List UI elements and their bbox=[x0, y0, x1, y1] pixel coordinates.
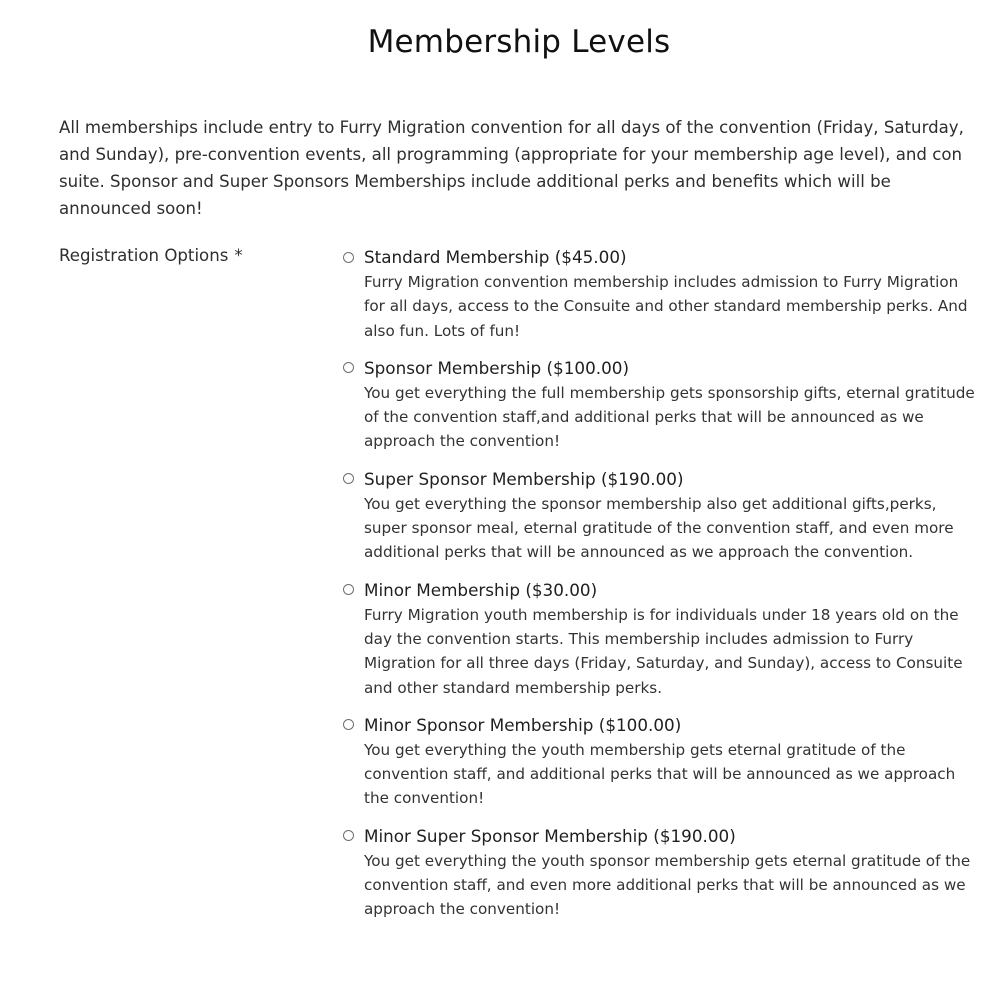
option-description: Furry Migration convention membership includes admission to Furry Migration for all days, access to the Consuite and other standard membership perks. And also fun. Lots of fun! bbox=[364, 273, 968, 340]
option-name: Minor Membership ($30.00) bbox=[364, 579, 598, 600]
registration-options-radio-group bbox=[341, 244, 981, 934]
radio-button-icon[interactable] bbox=[343, 252, 354, 263]
option-super-sponsor-membership-label[interactable] bbox=[341, 466, 981, 492]
option-minor-membership-label[interactable] bbox=[341, 577, 981, 603]
option-sponsor-membership bbox=[341, 355, 981, 454]
option-standard-membership bbox=[341, 244, 981, 343]
option-description: Furry Migration youth membership is for individuals under 18 years old on the day the convention starts. This membership includes admission to Furry Migration for all three days (Friday, Saturday, and Sunday), access to Consuite and other standard membership perks. bbox=[364, 605, 963, 697]
option-name: Standard Membership ($45.00) bbox=[364, 247, 627, 267]
option-minor-membership bbox=[341, 577, 981, 700]
option-name: Minor Super Sponsor Membership ($190.00) bbox=[364, 825, 736, 846]
option-super-sponsor-membership bbox=[341, 466, 981, 565]
option-name: Sponsor Membership ($100.00) bbox=[364, 357, 629, 378]
radio-button-icon[interactable] bbox=[343, 830, 354, 841]
radio-button-icon[interactable] bbox=[343, 719, 354, 730]
option-minor-super-sponsor-membership bbox=[341, 823, 981, 922]
option-sponsor-membership-label[interactable] bbox=[341, 355, 981, 381]
radio-button-icon[interactable] bbox=[343, 362, 354, 373]
option-description: You get everything the sponsor membership also get additional gifts,perks, super sponsor meal, eternal gratitude of the convention staff, and even more additional perks that will be announced as we approach the convention. bbox=[364, 494, 954, 562]
option-minor-super-sponsor-membership-label[interactable] bbox=[341, 823, 981, 849]
radio-button-icon[interactable] bbox=[343, 473, 354, 484]
radio-button-icon[interactable] bbox=[343, 584, 354, 595]
option-minor-sponsor-membership-label[interactable] bbox=[341, 712, 981, 738]
required-marker: * bbox=[234, 246, 243, 265]
option-name: Minor Sponsor Membership ($100.00) bbox=[364, 714, 682, 735]
option-description: You get everything the youth membership gets eternal gratitude of the convention staff, and additional perks that will be announced as we approach the convention! bbox=[364, 740, 956, 808]
option-description: You get everything the full membership gets sponsorship gifts, eternal gratitude of the convention staff,and additional perks that will be announced as we approach the convention! bbox=[364, 383, 975, 451]
registration-options-label-text: Registration Options bbox=[59, 246, 229, 265]
option-name: Super Sponsor Membership ($190.00) bbox=[364, 468, 684, 489]
option-minor-sponsor-membership bbox=[341, 712, 981, 811]
page-title: Membership Levels bbox=[367, 24, 671, 60]
intro-paragraph: All memberships include entry to Furry Migration convention for all days of the convention (Friday, Saturday, and Sunday), pre-convention events, all programming (appropriate for your membership age level), and con suite. Sponsor and Super Sponsors Memberships include additional perks and benefits which will be announced soon! bbox=[59, 118, 964, 218]
option-standard-membership-label[interactable] bbox=[341, 244, 981, 270]
registration-options-label bbox=[59, 244, 243, 268]
option-description: You get everything the youth sponsor membership gets eternal gratitude of the convention staff, and even more additional perks that will be announced as we approach the convention! bbox=[364, 851, 971, 919]
